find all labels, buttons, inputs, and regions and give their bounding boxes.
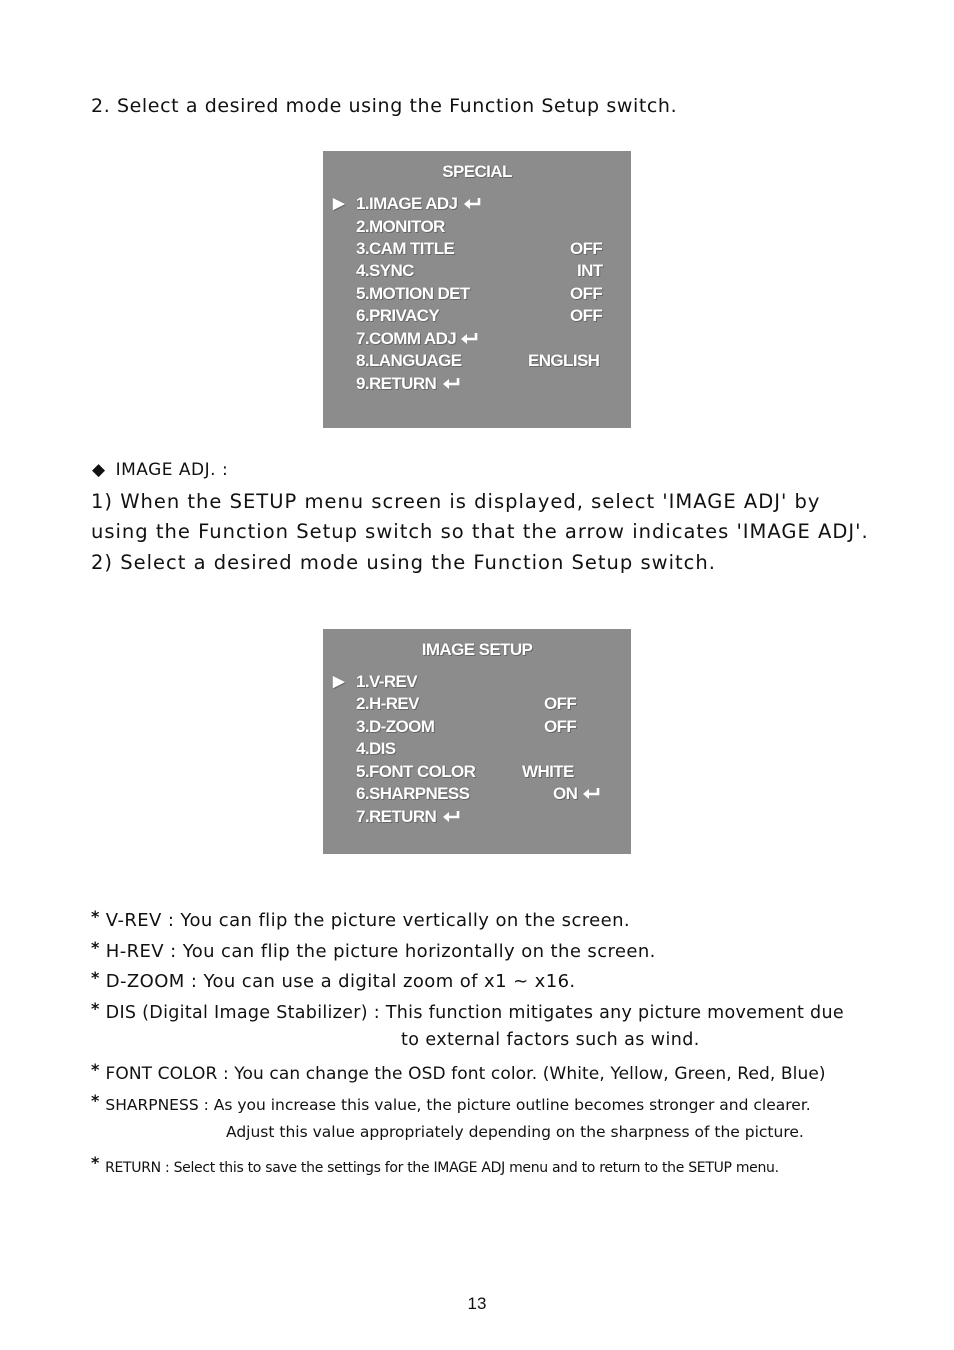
enter-return-icon xyxy=(460,331,480,345)
menu-item-label: 5.FONT COLOR xyxy=(356,762,476,781)
menu-item-value: OFF xyxy=(570,239,603,258)
asterisk-bullet-icon: * xyxy=(91,1091,100,1110)
menu-item-label: 1.V-REV xyxy=(356,672,417,691)
menu-item-value: INT xyxy=(577,261,603,280)
asterisk-bullet-icon: * xyxy=(91,938,100,957)
menu-item-label: 2.MONITOR xyxy=(356,217,445,236)
menu-item-h-rev[interactable] xyxy=(323,694,631,716)
step-instruction: 2. Select a desired mode using the Function Setup switch. xyxy=(91,95,678,117)
note-dis xyxy=(91,999,844,1023)
menu-item-d-zoom[interactable] xyxy=(323,717,631,739)
menu-item-privacy[interactable] xyxy=(323,306,631,328)
menu-item-value: OFF xyxy=(544,717,577,736)
menu-item-image-adj[interactable] xyxy=(323,194,631,216)
note-text: SHARPNESS : As you increase this value, the picture outline becomes stronger and clearer. xyxy=(105,1096,811,1114)
menu-item-label: 3.CAM TITLE xyxy=(356,239,455,258)
note-text: V-REV : You can flip the picture vertically on the screen. xyxy=(105,910,631,931)
menu-item-label: 7.COMM ADJ xyxy=(356,329,457,348)
special-menu-screen xyxy=(323,151,631,428)
note-sharpness-continuation: Adjust this value appropriately depending on the sharpness of the picture. xyxy=(226,1123,804,1141)
enter-return-icon xyxy=(463,196,483,210)
menu-item-label: 1.IMAGE ADJ xyxy=(356,194,458,213)
note-d-zoom xyxy=(91,968,576,992)
note-text: DIS (Digital Image Stabilizer) : This function mitigates any picture movement due xyxy=(105,1003,844,1023)
image-setup-menu-screen xyxy=(323,629,631,854)
menu-item-comm-adj[interactable] xyxy=(323,329,631,351)
section-title: IMAGE ADJ. : xyxy=(115,460,229,480)
cursor-arrow-icon: ▶ xyxy=(333,673,344,690)
menu-item-motion-det[interactable] xyxy=(323,284,631,306)
asterisk-bullet-icon: * xyxy=(91,907,100,926)
note-text: H-REV : You can flip the picture horizontally on the screen. xyxy=(105,941,656,962)
menu-item-value: ON xyxy=(553,784,578,803)
section-line-3: 2) Select a desired mode using the Function Setup switch. xyxy=(91,551,716,574)
menu-item-cam-title[interactable] xyxy=(323,239,631,261)
image-setup-menu-title: IMAGE SETUP xyxy=(421,640,533,659)
menu-item-return[interactable] xyxy=(323,374,631,396)
note-sharpness xyxy=(91,1091,811,1114)
menu-item-label: 4.SYNC xyxy=(356,261,414,280)
note-text: RETURN : Select this to save the settings for the IMAGE ADJ menu and to return to the SETUP menu. xyxy=(105,1160,779,1176)
menu-item-value: ENGLISH xyxy=(528,351,600,370)
menu-item-value: OFF xyxy=(570,284,603,303)
menu-item-value: OFF xyxy=(570,306,603,325)
menu-item-label: 6.PRIVACY xyxy=(356,306,440,325)
menu-item-monitor[interactable] xyxy=(323,217,631,239)
menu-item-label: 7.RETURN xyxy=(356,807,437,826)
asterisk-bullet-icon: * xyxy=(91,1153,100,1172)
enter-return-icon xyxy=(582,786,602,800)
note-return xyxy=(91,1153,779,1176)
special-menu-title: SPECIAL xyxy=(442,162,512,181)
asterisk-bullet-icon: * xyxy=(91,1060,100,1079)
menu-item-label: 5.MOTION DET xyxy=(356,284,470,303)
note-h-rev xyxy=(91,938,656,962)
note-text: FONT COLOR : You can change the OSD font color. (White, Yellow, Green, Red, Blue) xyxy=(105,1064,826,1084)
menu-item-label: 3.D-ZOOM xyxy=(356,717,435,736)
section-line-1: 1) When the SETUP menu screen is displayed, select 'IMAGE ADJ' by xyxy=(91,490,821,513)
menu-item-return[interactable] xyxy=(323,807,631,829)
section-heading xyxy=(92,460,228,480)
menu-item-dis[interactable] xyxy=(323,739,631,761)
menu-item-label: 9.RETURN xyxy=(356,374,437,393)
menu-item-sync[interactable] xyxy=(323,261,631,283)
enter-return-icon xyxy=(442,376,462,390)
menu-item-label: 6.SHARPNESS xyxy=(356,784,470,803)
menu-item-label: 2.H-REV xyxy=(356,694,419,713)
note-dis-continuation: to external factors such as wind. xyxy=(401,1030,700,1050)
note-font-color xyxy=(91,1060,826,1084)
menu-item-sharpness[interactable] xyxy=(323,784,631,806)
note-text: D-ZOOM : You can use a digital zoom of x1 ~ x16. xyxy=(105,971,576,992)
menu-item-label: 4.DIS xyxy=(356,739,396,758)
menu-item-value: OFF xyxy=(544,694,577,713)
menu-item-label: 8.LANGUAGE xyxy=(356,351,462,370)
cursor-arrow-icon: ▶ xyxy=(333,195,344,212)
asterisk-bullet-icon: * xyxy=(91,999,100,1018)
asterisk-bullet-icon: * xyxy=(91,968,100,987)
menu-item-v-rev[interactable] xyxy=(323,672,631,694)
note-v-rev xyxy=(91,907,630,931)
menu-item-font-color[interactable] xyxy=(323,762,631,784)
menu-item-value: WHITE xyxy=(522,762,574,781)
enter-return-icon xyxy=(442,809,462,823)
page-number: 13 xyxy=(467,1294,487,1313)
diamond-bullet-icon: ◆ xyxy=(92,460,106,480)
section-line-2: using the Function Setup switch so that the arrow indicates 'IMAGE ADJ'. xyxy=(91,520,869,543)
menu-item-language[interactable] xyxy=(323,351,631,373)
